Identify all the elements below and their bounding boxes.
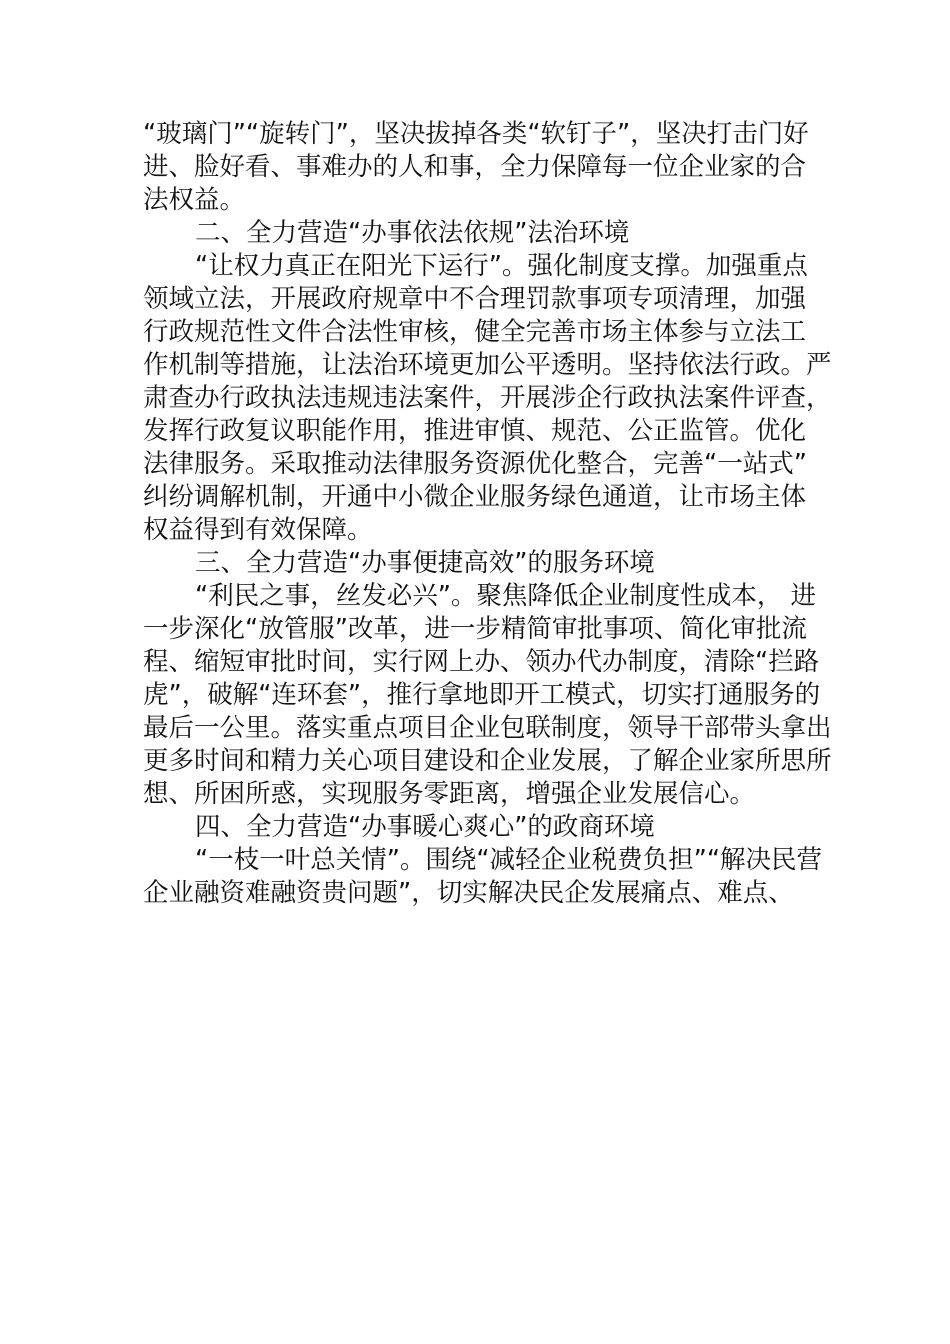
body-text-line: 企业融资难融资贵问题”，切实解决民企发展痛点、难点、: [143, 878, 794, 908]
document-page: [143, 118, 832, 910]
body-text-line: 虎”，破解“连环套”，推行拿地即开工模式，切实打通服务的: [143, 680, 821, 710]
body-text-line: 更多时间和精力关心项目建设和企业发展，了解企业家所思所: [143, 746, 832, 776]
section-heading-4: 四、全力营造“办事暖心爽心”的政商环境: [195, 812, 655, 842]
body-text-line: 一步深化“放管服”改革，进一步精简审批事项、简化审批流: [143, 614, 807, 644]
body-text-line: 领域立法，开展政府规章中不合理罚款事项专项清理，加强: [143, 284, 807, 314]
body-text-line: 发挥行政复议职能作用，推进审慎、规范、公正监管。优化: [143, 416, 807, 446]
body-text-line: 最后一公里。落实重点项目企业包联制度，领导干部带头拿出: [143, 713, 832, 743]
paragraph-first-line: “利民之事，丝发必兴”。聚焦降低企业制度性成本， 进: [195, 581, 817, 611]
body-text-line: 作机制等措施，让法治环境更加公平透明。坚持依法行政。严: [143, 350, 832, 380]
section-heading-2: 二、全力营造“办事依法依规”法治环境: [195, 218, 630, 248]
body-text-line: 想、所困所惑，实现服务零距离，增强企业发展信心。: [143, 779, 756, 809]
body-text-line: 纠纷调解机制，开通中小微企业服务绿色通道，让市场主体: [143, 482, 807, 512]
body-text-line: “玻璃门”“旋转门”，坚决拔掉各类“软钉子”，坚决打击门好: [143, 119, 809, 149]
body-text-line: 肃查办行政执法违规违法案件，开展涉企行政执法案件评查，: [143, 383, 832, 413]
body-text-line: 权益得到有效保障。: [143, 515, 373, 545]
paragraph-first-line: “让权力真正在阳光下运行”。强化制度支撑。加强重点: [195, 251, 808, 281]
body-text-line: 程、缩短审批时间，实行网上办、领办代办制度，清除“拦路: [143, 647, 820, 677]
paragraph-first-line: “一枝一叶总关情”。围绕“减轻企业税费负担”“解决民营: [195, 845, 823, 875]
body-text-line: 进、脸好看、事难办的人和事，全力保障每一位企业家的合: [143, 152, 807, 182]
section-heading-3: 三、全力营造“办事便捷高效”的服务环境: [195, 548, 655, 578]
body-text-line: 行政规范性文件合法性审核，健全完善市场主体参与立法工: [143, 317, 807, 347]
body-text-line: 法权益。: [143, 185, 246, 215]
body-text-line: 法律服务。采取推动法律服务资源优化整合，完善“一站式”: [143, 449, 807, 479]
